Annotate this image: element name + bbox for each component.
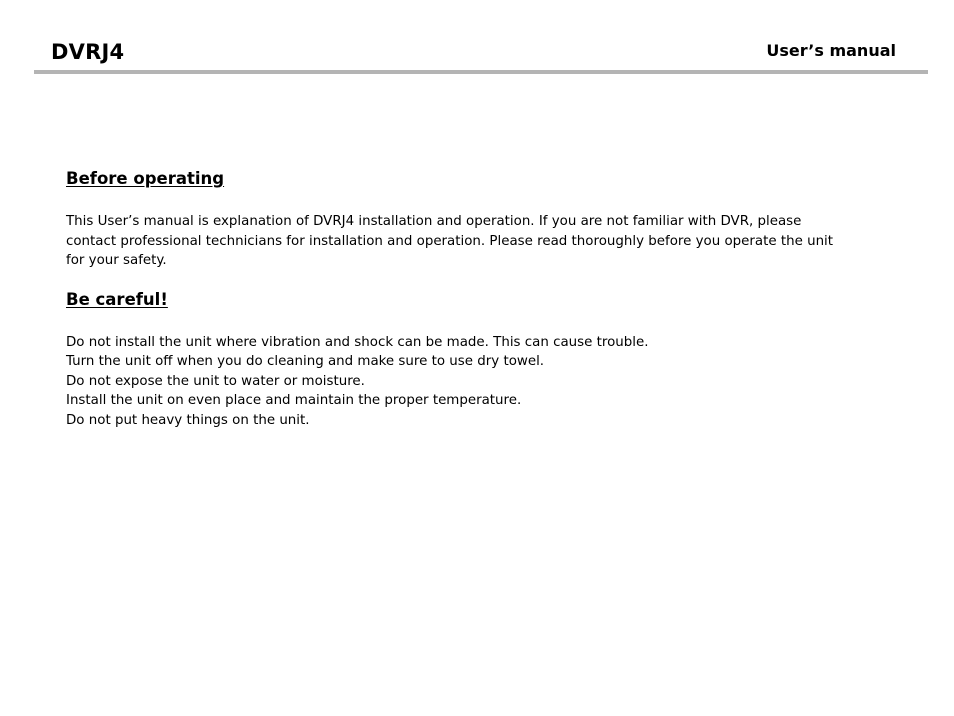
paragraph-line: Do not install the unit where vibration and shock can be made. This can cause trouble.: [66, 334, 649, 350]
paragraph-line: This User’s manual is explanation of DVRJ4 installation and operation. If you are not familiar with DVR, please: [66, 214, 802, 229]
section-heading: Before operating: [66, 169, 225, 188]
document-type: User’s manual: [766, 41, 896, 60]
page-content: [66, 168, 886, 430]
product-title: DVRJ4: [51, 40, 125, 64]
paragraph-line: Turn the unit off when you do cleaning and make sure to use dry towel.: [66, 354, 545, 369]
section-paragraph: [66, 333, 886, 431]
paragraph-line: contact professional technicians for installation and operation. Please read thoroughly before you operate the unit: [66, 233, 834, 249]
section-be-careful: [66, 289, 886, 431]
section-heading: Be careful!: [66, 289, 168, 309]
paragraph-line: Do not put heavy things on the unit.: [66, 412, 310, 428]
paragraph-line: for your safety.: [66, 253, 167, 268]
paragraph-line: Install the unit on even place and maintain the proper temperature.: [66, 393, 522, 408]
section-before-operating: [66, 168, 886, 271]
header-divider: [34, 70, 928, 74]
section-paragraph: [66, 212, 886, 271]
paragraph-line: Do not expose the unit to water or moisture.: [66, 373, 365, 389]
